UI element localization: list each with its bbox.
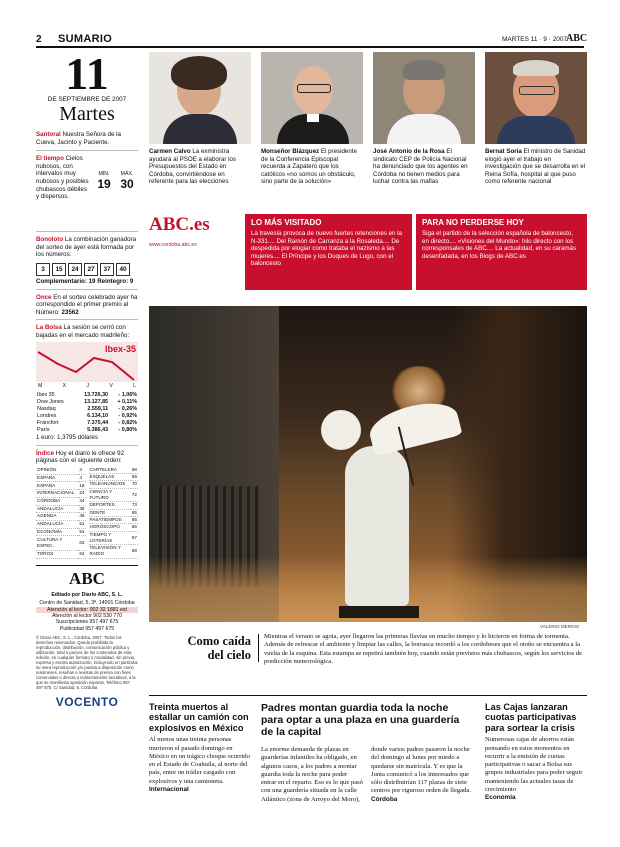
story-section: Economía: [485, 794, 516, 802]
market-row: París 5.386,43 - 0,80%: [37, 427, 137, 433]
market-row: Nasdaq 2.559,11 - 0,26%: [37, 405, 137, 412]
index-row: ECONOMÍA 54: [36, 528, 86, 536]
mas-visitado-title: LO MÁS VISITADO: [251, 218, 322, 227]
person-name: Carmen Calvo: [149, 148, 191, 155]
photo-credit: VALERIO MERINO: [540, 624, 580, 629]
story-text: Numerosas cajas de ahorros están pensando en estos momentos en recurrir a la emisión de cuotas participativas o sacar a Bolsa sus grupos industriales para poder seguir manteniendo las actuales tasas de crecimiento: [485, 736, 583, 793]
index-row: TELEVISIÓN Y RADIO 88: [89, 545, 137, 557]
indice-text: Hoy el diario le ofrece 92 páginas con el siguiente orden:: [36, 449, 125, 465]
mas-visitado-text[interactable]: La travesía provoca de nuevo fuertes retenciones en la N-331.... Del Ramón de Carranza a la Rosaleda.... De despedida por elogiar como trataba el nazismo a las mujeres.... El Príncipe y los Duques de Lugo, con el baloncesto: [251, 230, 403, 268]
story-center: [261, 702, 473, 804]
weather-text: Cielos nubosos, con intervalos muy nubosos y posibles chubascos débiles y dispersos.: [36, 155, 89, 201]
once: [36, 294, 138, 321]
abc-es-logo: ABC.es: [149, 214, 210, 235]
index-row: PASATIEMPOS 86: [89, 516, 137, 522]
header-date: MARTES 11 · 9 · 2007: [502, 36, 568, 43]
header-logo: ABC: [566, 33, 588, 44]
editorial-line: Centro de Sanidad, 5, 3ª. 14001 Córdoba: [39, 600, 135, 607]
person-photo: [373, 52, 475, 144]
person-text: El ministro de Sanidad elogió ayer el trabajo en investigación que se desarrolla en el Reina Sofía, hospital al que puso como referente nacional: [485, 148, 586, 186]
index-row: CULTURA Y ESPEC. 63: [36, 536, 86, 550]
editorial-legal: © Diario ABC, S. L., Córdoba, 2007. Todos los derechos reservados. Queda prohibida la reproducción, distribución, comunicación pública y utilización, total o parcial, de los contenidos de esta edición, en cualquier formato o modalidad, sin previa, expresa y escrita autorización, incluyendo en particular su mera reproducción y/o puesta a disposición como resúmenes, reseñas o revistas de prensa con fines comerciales o directa o indirectamente lucrativos, a la que se manifiesta oposición expresa. Teléfono 957 497 675. C/ Sanidad, 5. Córdoba: [36, 635, 138, 691]
index-row: CIENCIA Y FUTURO 72: [89, 488, 137, 501]
date-month-year: DE SEPTIEMBRE DE 2007: [47, 96, 127, 103]
page-number: 2: [36, 34, 42, 45]
editorial-box: [36, 565, 138, 709]
ibex-chart: [36, 342, 138, 390]
person-card: [261, 52, 363, 186]
index-row: CARTELERA 68: [89, 466, 137, 472]
bonoloto: [36, 236, 138, 289]
person-card: [485, 52, 587, 186]
indice-table: [36, 467, 138, 559]
bolsa-text: La sesión se cerró con bajadas en el mercado madrileño:: [36, 324, 130, 339]
index-row: ANDALUCÍA 38: [36, 505, 86, 513]
person-card: [373, 52, 475, 186]
story-text: donde varios padres pasaron la noche del domingo al lunes por miedo a quedarse sin matrícula. Y es que la Junta comunicó a los interesados que sólo distribuirían 117 plazas de siete centros por riguroso orden de llegada.: [371, 746, 471, 795]
chart-day-label: L: [133, 382, 136, 389]
market-row: Londres 6.134,10 - 0,92%: [37, 412, 137, 419]
vocento-logo: VOCENTO: [55, 695, 119, 710]
bonoloto-text: La combinación ganadora del sorteo de ayer está formada por los números:: [36, 236, 137, 259]
temp-min-label: MÍN.: [98, 171, 110, 178]
chart-day-label: V: [109, 382, 113, 389]
index-row: ANDALUCÍA 51: [36, 520, 86, 528]
no-perderse-text[interactable]: Siga el partido de la selección española de baloncesto, en directo.... «Visiones del Mundo»: hilo directo con los corresponsales de ABC.... La actualidad, en su caramás desenfadada, en los Blogs de ABC.es: [422, 230, 577, 260]
temp-max-label: MÁX.: [120, 171, 134, 178]
index-row: ESQUELAS 69: [89, 474, 137, 480]
ibex-chart-title: Ibex-35: [104, 343, 136, 354]
index-row: HORÓSCOPO 86: [89, 524, 137, 530]
index-row: CÓRDOBA 34: [36, 497, 86, 505]
santoral-text: Nuestra Señora de la Cueva, Jacinto y Paciente.: [36, 131, 121, 146]
index-row: TELEANUNCIOS 70: [89, 481, 137, 487]
index-row: ESPAÑA 18: [36, 482, 86, 490]
story-text: La enorme demanda de plazas en guarderías infantiles ha obligado, en algunos casos, a los padres a montar guardia toda la noche para poder entrar en el reparto. Eso es lo que pasó con una guardería situada en la calle Atlántico (zona de Arroyo del Moro),: [261, 746, 363, 803]
story-headline[interactable]: Treinta muertos al estallar un camión con explosivos en México: [149, 702, 249, 733]
index-row: ESPAÑA 4: [36, 474, 86, 482]
lottery-number: 27: [84, 263, 98, 276]
abc-promo-logo-box: [149, 214, 243, 272]
chart-day-label: M: [38, 382, 43, 389]
editorial-edited-by: Editado por Diario ABC, S. L.: [51, 591, 123, 598]
once-number: 23562: [61, 308, 79, 316]
story-text: Al menos unas treinta personas murieron el pasado domingo en México en un trágico choque ocurrido en el Estado de Coahuila, al norte del país, entre un tráiler cargado con explosivos y una camioneta.: [149, 736, 250, 785]
bolsa-label: La Bolsa: [36, 324, 62, 332]
left-sidebar: [36, 48, 138, 710]
person-photo: [261, 52, 363, 144]
index-row: OPINIÓN 3: [36, 467, 86, 474]
person-photo: [149, 52, 251, 144]
once-text: En el sorteo celebrado ayer ha correspondido el primer premio al Número:: [36, 293, 138, 316]
people-row: [149, 52, 587, 202]
index-row: AGENDA 49: [36, 513, 86, 521]
bonoloto-numbers: [36, 263, 138, 276]
section-title: SUMARIO: [58, 33, 113, 45]
promo-url[interactable]: www.cordoba.abc.es: [149, 242, 197, 248]
market-row: Fráncfort 7.375,44 - 0,82%: [37, 419, 137, 426]
chart-day-label: X: [62, 382, 67, 389]
santoral: [36, 131, 138, 151]
person-text: La exministra ayudará al PSOE a elaborar los Presupuestos del Estado en Córdoba, convirtiéndose en referente para las elecciones: [149, 148, 237, 186]
indice: [36, 450, 138, 465]
story-headline[interactable]: Las Cajas lanzaran cuotas participativas para sortear la crisis: [485, 702, 577, 733]
no-perderse-box: [416, 214, 587, 290]
lottery-number: 37: [100, 263, 114, 276]
santoral-label: Santoral: [36, 131, 61, 138]
chart-day-label: J: [86, 382, 90, 389]
main-photo: [149, 306, 587, 622]
lottery-number: 3: [36, 263, 50, 276]
market-row: Dow Jones 13.127,85 + 0,11%: [37, 398, 137, 405]
temp-max: 30: [120, 176, 134, 191]
market-table: [36, 392, 138, 435]
market-row: Ibex 35 13.726,30 - 1,06%: [37, 391, 137, 398]
index-row: INTERNACIONAL 24: [36, 490, 86, 498]
date-day: 11: [65, 48, 109, 99]
person-name: Bernat Soria: [485, 148, 522, 155]
story-section: Internacional: [149, 786, 189, 793]
editorial-line: Suscripciones 957 497 675: [55, 619, 119, 626]
lottery-number: 15: [52, 263, 66, 276]
indice-label: Índice: [36, 449, 54, 457]
story-left: [149, 702, 251, 793]
person-text: El presidente de la Conferencia Episcopal recuerda a Zapatero que los católicos «no somos un obstáculo, sino parte de la solución»: [261, 148, 357, 186]
indice-left: [36, 467, 86, 559]
bonoloto-label: Bonoloto: [36, 236, 64, 244]
stories-rule: [149, 695, 587, 696]
editorial-line: Atención al lector 902 530 770: [51, 612, 123, 619]
photo-caption-title: Como caída del cielo: [187, 634, 251, 662]
indice-right: [89, 467, 139, 559]
index-row: TOROS 64: [36, 550, 86, 558]
index-row: DEPORTES 73: [89, 502, 137, 508]
euro-rate: 1 euro: 1,3795 dólares: [36, 434, 138, 446]
editorial-line: Atención al lector: 902 32 1881 ext: [36, 607, 138, 613]
no-perderse-title: PARA NO PERDERSE HOY: [422, 218, 524, 227]
editorial-logo: ABC: [69, 568, 105, 588]
person-photo: [485, 52, 587, 144]
person-card: [149, 52, 251, 186]
date-weekday: Martes: [59, 103, 115, 125]
once-label: Once: [36, 293, 52, 301]
story-right: [485, 702, 587, 801]
photo-caption-text: Mientras el verano se agota, ayer llegaron las primeras lluvias en mucho tiempo y lo hicieron en forma de tormenta. Además de refrescar el ambiente y limpiar las calles, la borrasca recordó a los cordobeses que el otoño se encuentra a la vuelta de la esquina. Esta estampa se repetirá también hoy, cuando están previstos más chubascos, según los servicios de predicción meteorológica.: [264, 633, 582, 666]
mas-visitado-box: [245, 214, 412, 290]
weather-label: El tiempo: [36, 155, 64, 163]
story-headline[interactable]: Padres montan guardia toda la noche para optar a una plaza en una guardería de la capital: [261, 702, 460, 738]
editorial-line: Publicidad 957 497 675: [59, 625, 115, 632]
header-rule: [36, 46, 584, 48]
caption-divider: [258, 634, 259, 662]
story-section: Córdoba: [371, 795, 398, 803]
weather: [36, 155, 138, 232]
person-name: Monseñor Blázquez: [261, 148, 320, 155]
index-row: TIEMPO Y LOTERÍAS 87: [89, 531, 137, 543]
index-row: GENTE 85: [89, 509, 137, 515]
lottery-number: 24: [68, 263, 82, 276]
temp-min: 19: [97, 176, 111, 191]
lottery-number: 40: [116, 263, 130, 276]
person-text: El sindicato CEP de Policía Nacional ha denunciado que los agentes en Córdoba no tienen medios para luchar contra las mafias: [373, 148, 468, 186]
date-block: [36, 48, 138, 125]
bolsa: [36, 324, 138, 339]
person-name: José Antonio de la Rosa: [373, 148, 445, 155]
bonoloto-extra: Complementario: 19 Reintegro: 9: [36, 277, 134, 285]
